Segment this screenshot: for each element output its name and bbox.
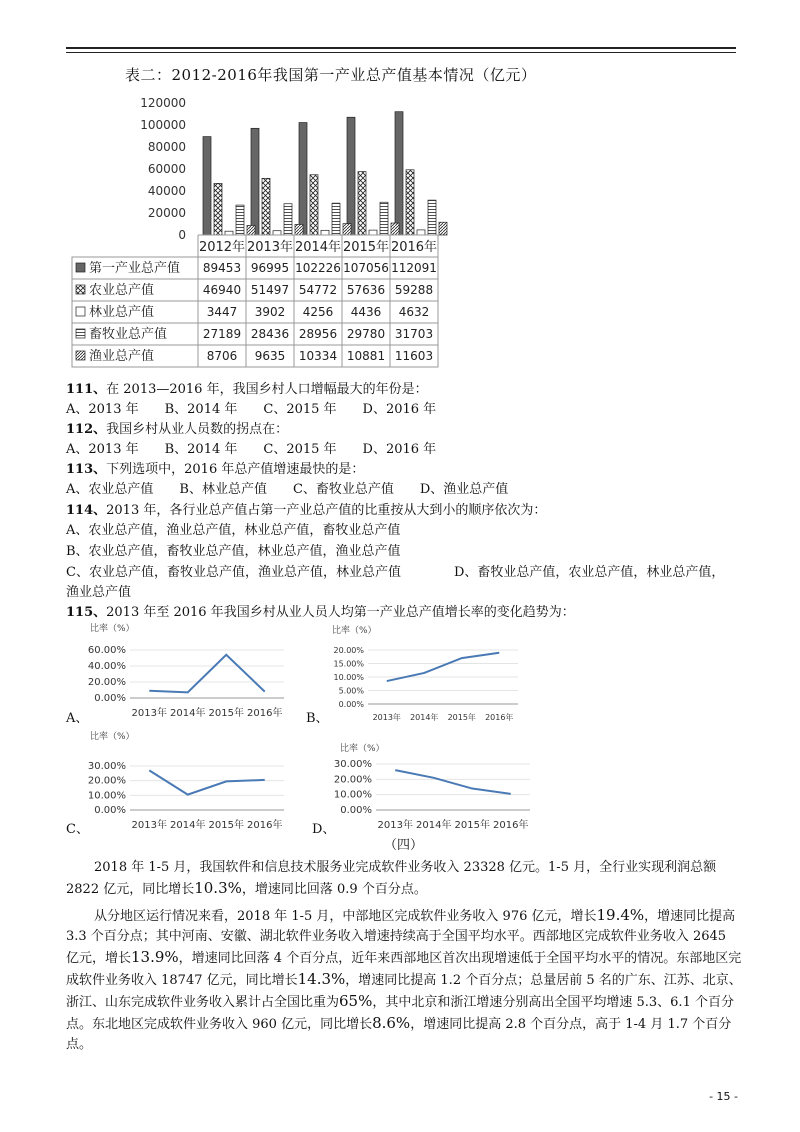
question-112 [66, 421, 288, 439]
question-text: 2013 年至 2016 年我国乡村从业人员人均第一产业总产值增长率的变化趋势为： [106, 605, 575, 620]
y-tick-label: 10.00% [87, 790, 126, 802]
question-number: 111、 [66, 382, 107, 397]
bar [299, 123, 307, 235]
x-tick-label: 2015年 [342, 240, 390, 255]
option-c-chart [84, 728, 294, 836]
y-tick-label: 10.00% [333, 673, 364, 682]
y-tick-label: 120000 [140, 96, 186, 110]
bar [310, 175, 318, 235]
paragraph-text: ，增速同比提高 3.3 个百分点；其中河南、安徽、湖北软件业务收入增速持续高于全国平均水平。西部地区完成软件业务收入 2645 亿元，增长 [66, 909, 736, 966]
bar [391, 223, 399, 235]
x-tick-label: 2014年 [170, 708, 206, 719]
y-tick-label: 0 [178, 228, 186, 242]
data-label: 4436 [350, 305, 382, 319]
option-b-label: B、 [306, 711, 329, 726]
x-tick-label: 2016年 [493, 820, 529, 831]
bar [347, 117, 355, 235]
data-label: 112091 [391, 261, 437, 275]
y-tick-label: 20.00% [333, 774, 372, 786]
legend-label: 畜牧业总产值 [89, 327, 168, 342]
option-a-label: A、 [66, 711, 89, 726]
data-label: 10334 [298, 349, 338, 363]
bar [406, 170, 414, 235]
header-rule-thick [66, 47, 736, 49]
legend-label: 第一产业总产值 [89, 261, 181, 276]
y-tick-label: 5.00% [338, 686, 364, 696]
bar-chart [68, 88, 438, 378]
y-tick-label: 0.00% [94, 693, 126, 704]
series-line [149, 655, 265, 693]
bar [273, 231, 281, 235]
paragraph-text: 从分地区运行情况来看，2018 年 1-5 月，中部地区完成软件业务收入 976 亿元，增长 [94, 909, 597, 924]
data-label: 9635 [254, 349, 286, 363]
paragraph-text: 2018 年 1-5 月，我国软件和信息技术服务业完成软件业务收入 23328 亿元。1-5 月，全行业实现利润总额 2822 亿元，同比增长 [66, 860, 717, 897]
data-label: 28436 [250, 327, 290, 341]
legend-swatch [76, 285, 85, 294]
data-label: 31703 [394, 327, 434, 341]
y-tick-label: 0.00% [340, 805, 372, 816]
legend-swatch [76, 307, 85, 316]
legend-label: 林业总产值 [89, 305, 155, 320]
data-label: 3902 [254, 305, 286, 319]
data-label: 3447 [206, 305, 238, 319]
bar [262, 178, 270, 235]
question-114-option-a: A、农业总产值，渔业总产值，林业总产值，畜牧业总产值 [66, 523, 401, 538]
x-tick-label: 2014年 [416, 820, 452, 831]
bar [251, 128, 259, 235]
x-tick-label: 2014年 [170, 820, 206, 831]
legend-label: 农业总产值 [89, 283, 155, 298]
bar [439, 222, 447, 235]
header-rule-thin [66, 52, 736, 53]
data-label: 57636 [346, 283, 386, 297]
question-113-options: A、农业总产值 B、林业总产值 C、畜牧业总产值 D、渔业总产值 [66, 482, 509, 497]
data-label: 89453 [202, 261, 242, 275]
section-label: （四） [384, 838, 424, 853]
question-112-options: A、2013 年 B、2014 年 C、2015 年 D、2016 年 [66, 442, 437, 457]
x-tick-label: 2013年 [131, 708, 167, 719]
y-tick-label: 20000 [147, 206, 186, 220]
y-axis-label: 比率（%） [340, 744, 385, 754]
highlight-value: 14.3% [297, 970, 346, 988]
data-label: 11603 [394, 349, 434, 363]
y-tick-label: 0.00% [94, 805, 126, 816]
page-number: - 15 - [709, 1090, 738, 1103]
x-tick-label: 2015年 [454, 820, 490, 831]
question-text: 下列选项中，2016 年总产值增速最快的是： [106, 462, 365, 477]
question-number: 115、 [66, 605, 107, 620]
x-tick-label: 2014年 [294, 240, 342, 255]
data-label: 46940 [202, 283, 242, 297]
paragraph-text: ，增速同比提高 2.8 个百分点，高于 1-4 月 1.7 个百分点。 [66, 1017, 732, 1052]
bar [284, 204, 292, 235]
option-c-label: C、 [66, 822, 89, 837]
question-number: 112、 [66, 422, 107, 437]
option-a-chart [84, 620, 294, 725]
y-tick-label: 15.00% [333, 659, 364, 669]
x-tick-label: 2013年 [377, 820, 413, 831]
y-tick-label: 80000 [147, 140, 186, 154]
data-label: 107056 [343, 261, 389, 275]
y-tick-label: 10.00% [333, 789, 372, 801]
question-113 [66, 461, 364, 479]
highlight-value: 65% [339, 992, 373, 1010]
y-tick-label: 30.00% [333, 759, 372, 770]
data-label: 54772 [298, 283, 338, 297]
question-text: 我国乡村从业人员数的拐点在： [106, 422, 289, 437]
question-114-option-d-cont: 渔业总产值 [66, 585, 132, 600]
bar [321, 230, 329, 235]
data-label: 4256 [302, 305, 334, 319]
question-111-options: A、2013 年 B、2014 年 C、2015 年 D、2016 年 [66, 402, 437, 417]
highlight-value: 10.3% [194, 879, 242, 897]
x-tick-label: 2014年 [410, 713, 439, 722]
y-tick-label: 20.00% [87, 677, 126, 688]
y-tick-label: 60000 [147, 162, 186, 176]
paragraph-text: ，增速同比提高 1.2 个百分点；总量居前 5 名的广东、江苏、北京、浙江、山东完成软件业务收入累计占全国比重为 [66, 973, 742, 1010]
legend-label: 渔业总产值 [89, 349, 155, 364]
bar [395, 112, 403, 235]
question-114-option-b: B、农业总产值，畜牧业总产值，林业总产值，渔业总产值 [66, 544, 401, 559]
y-tick-label: 60.00% [87, 645, 126, 656]
data-label: 27189 [202, 327, 242, 341]
x-tick-label: 2013年 [131, 820, 167, 831]
series-line [395, 770, 511, 794]
y-tick-label: 100000 [140, 118, 186, 132]
data-label: 29780 [346, 327, 386, 341]
bar [380, 202, 388, 235]
x-tick-label: 2013年 [246, 240, 294, 255]
question-114-option-d: D、畜牧业总产值，农业总产值，林业总产值， [454, 565, 725, 580]
y-tick-label: 30.00% [87, 761, 126, 772]
bar [332, 203, 340, 235]
series-line [149, 770, 265, 794]
paragraph-2 [66, 905, 742, 1055]
option-d-label: D、 [312, 822, 336, 837]
data-label: 96995 [250, 261, 290, 275]
option-d-chart [330, 740, 540, 836]
question-text: 2013 年，各行业总产值占第一产业总产值的比重按从大到小的顺序依次为： [106, 503, 547, 518]
table-title: 表二：2012-2016年我国第一产业总产值基本情况（亿元） [125, 66, 537, 84]
paragraph-1 [66, 858, 742, 900]
bar [214, 183, 222, 235]
paragraph-text: ，增速同比回落 4 个百分点，近年来西部地区首次出现增速低于全国平均水平的情况。东部地区完成软件业务收入 18747 亿元，同比增长 [66, 951, 742, 988]
x-tick-label: 2012年 [198, 240, 246, 255]
question-114-option-c: C、农业总产值，畜牧业总产值，渔业总产值，林业总产值 [66, 565, 401, 580]
data-label: 4632 [398, 305, 430, 319]
option-b-chart [328, 622, 528, 722]
highlight-value: 19.4% [596, 906, 645, 924]
question-number: 113、 [66, 462, 107, 477]
legend-swatch [76, 329, 85, 338]
bar [369, 230, 377, 235]
bar [225, 231, 233, 235]
y-axis-label: 比率（%） [332, 626, 377, 636]
highlight-value: 13.9% [131, 948, 179, 966]
data-label: 59288 [394, 283, 434, 297]
bar [358, 172, 366, 235]
x-tick-label: 2016年 [247, 820, 283, 831]
x-tick-label: 2015年 [208, 820, 244, 831]
bar [247, 225, 255, 235]
x-tick-label: 2013年 [372, 713, 401, 722]
x-tick-label: 2015年 [208, 708, 244, 719]
y-axis-label: 比率（%） [90, 624, 135, 634]
y-tick-label: 40.00% [87, 661, 126, 672]
y-tick-label: 20.00% [333, 646, 364, 655]
y-tick-label: 0.00% [338, 700, 364, 709]
data-label: 8706 [206, 349, 238, 363]
x-tick-label: 2015年 [447, 713, 476, 722]
question-114 [66, 502, 546, 520]
bar [343, 224, 351, 235]
bar [203, 137, 211, 235]
question-text: 在 2013—2016 年，我国乡村人口增幅最大的年份是： [106, 382, 428, 397]
paragraph-text: ，其中北京和浙江增速分别高出全国平均增速 5.3、6.1 个百分点。东北地区完成软件业务收入 960 亿元，同比增长 [66, 995, 734, 1032]
bar [417, 230, 425, 235]
bar [236, 205, 244, 235]
data-label: 51497 [250, 283, 290, 297]
y-tick-label: 20.00% [87, 775, 126, 787]
x-tick-label: 2016年 [247, 708, 283, 719]
highlight-value: 8.6% [372, 1014, 411, 1032]
y-tick-label: 40000 [147, 184, 186, 198]
data-label: 10881 [346, 349, 386, 363]
data-label: 28956 [298, 327, 338, 341]
y-axis-label: 比率（%） [90, 732, 135, 742]
question-111 [66, 381, 428, 399]
x-tick-label: 2016年 [390, 240, 438, 255]
x-tick-label: 2016年 [485, 713, 514, 722]
legend-swatch [76, 351, 85, 360]
legend-swatch [76, 263, 85, 272]
question-number: 114、 [66, 503, 107, 518]
data-label: 102226 [295, 261, 341, 275]
paragraph-text: ，增速同比回落 0.9 个百分点。 [241, 882, 427, 897]
bar [295, 224, 303, 235]
bar [428, 200, 436, 235]
